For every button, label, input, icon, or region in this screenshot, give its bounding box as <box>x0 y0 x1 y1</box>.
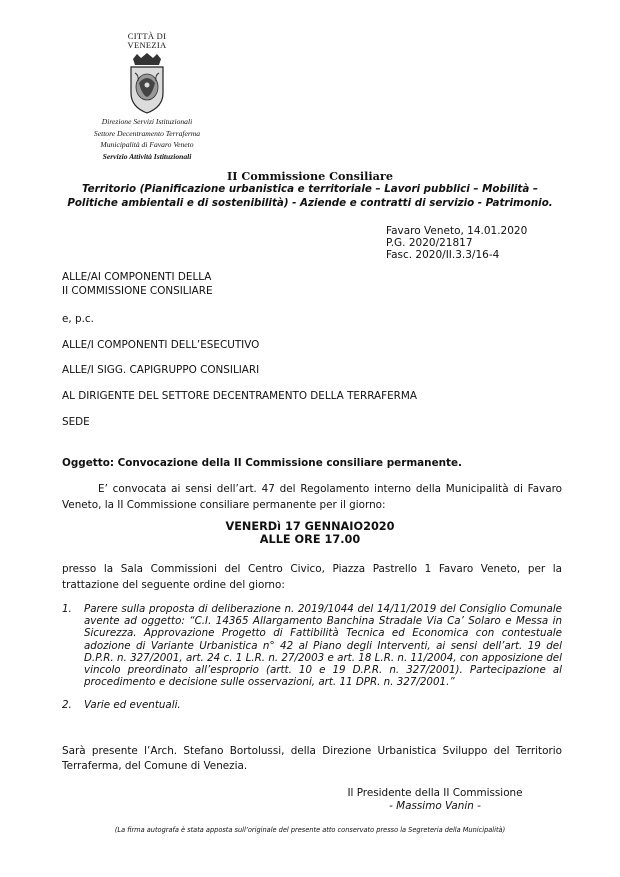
cc-label: e, p.c. <box>62 313 94 325</box>
recipient-line: ALLE/AI COMPONENTI DELLA <box>62 271 212 283</box>
presence-paragraph: Sarà presente l’Arch. Stefano Bortolussi, della Direzione Urbanistica Sviluppo del Territorio Terraferma, del Comune di Venezia. <box>62 745 562 772</box>
recipient-line: II COMMISSIONE CONSILIARE <box>62 285 213 297</box>
signature-block <box>340 787 530 813</box>
venice-lion-crest-icon <box>125 53 169 115</box>
subject-line: Oggetto: Convocazione della II Commissione consiliare permanente. <box>62 457 462 469</box>
city-name-line1: CITTÀ DI <box>127 31 167 41</box>
service-name: Servizio Attività Istituzionali <box>102 151 192 161</box>
intro-paragraph: E’ convocata ai sensi dell’art. 47 del Regolamento interno della Municipalità di Favaro Veneto, la II Commissione consiliare permanente per il giorno: <box>62 483 562 511</box>
agenda-text: Varie ed eventuali. <box>84 699 181 712</box>
dept-line: Settore Decentramento Terraferma <box>93 128 201 138</box>
location-paragraph: presso la Sala Commissioni del Centro Civico, Piazza Pastrello 1 Favaro Veneto, per la trattazione del seguente ordine del giorno: <box>62 563 562 591</box>
agenda-list <box>62 603 562 712</box>
recipient-line: AL DIRIGENTE DEL SETTORE DECENTRAMENTO DELLA TERRAFERMA <box>62 390 417 402</box>
subtitle-line: Politiche ambientali e di sostenibilità) - Aziende e contratti di servizio - Patrimonio. <box>67 196 553 209</box>
agenda-text: Parere sulla proposta di deliberazione n. 2019/1044 del 14/11/2019 del Consiglio Comunale avente ad oggetto: “C.I. 14365 Allargamento Banchina Stradale Via Ca’ Solaro e Messa in Sicurezza. Approvazione Progetto di Fattibilità Tecnica ed Economica con contestuale adozione di Variante Urbanistica n° 42 al Piano degli Interventi, ai sensi dell’art. 19 del D.P.R. n. 327/2001, art. 24 c. 1 L.R. n. 27/2003 e art. 18 L.R. n. 11/2004, con apposizione del vincolo preordinato all’esproprio (artt. 10 e 19 D.P.R. n. 327/2001). Partecipazione al procedimento e decisione sulle osservazioni, art. 11 DPR. n. 327/2001.” <box>84 603 562 689</box>
letterhead <box>62 32 232 161</box>
place-date: Favaro Veneto, 14.01.2020 <box>386 225 528 237</box>
dept-line: Direzione Servizi Istituzionali <box>101 117 193 126</box>
recipient-line: SEDE <box>62 416 90 428</box>
document-subtitle <box>40 183 580 210</box>
protocol-block <box>386 225 527 262</box>
protocol-number: P.G. 2020/21817 <box>386 237 473 250</box>
recipient-line: ALLE/I SIGG. CAPIGRUPPO CONSILIARI <box>62 364 260 376</box>
agenda-number: 1. <box>62 603 72 615</box>
footer-note: (La firma autografa è stata apposta sull’originale del presente atto conservato presso la Segreteria della Municipalità) <box>114 826 506 834</box>
document-title: II Commissione Consiliare <box>227 169 393 183</box>
recipient-line: ALLE/I COMPONENTI DELL’ESECUTIVO <box>62 339 260 351</box>
meeting-time: ALLE ORE 17.00 <box>259 533 361 546</box>
subtitle-line: Territorio (Pianificazione urbanistica e territoriale – Lavori pubblici – Mobilità – <box>81 183 539 195</box>
signer-role: Il Presidente della II Commissione <box>347 787 523 799</box>
signer-name: - Massimo Vanin - <box>389 800 481 812</box>
file-reference: Fasc. 2020/II.3.3/16-4 <box>386 249 500 262</box>
agenda-number: 2. <box>62 699 72 712</box>
agenda-item <box>62 603 562 688</box>
dept-line: Municipalità di Favaro Veneto <box>100 140 194 150</box>
meeting-date: VENERDì 17 GENNAIO2020 <box>225 520 395 533</box>
agenda-item <box>62 699 562 711</box>
city-name-line2: VENEZIA <box>127 40 167 50</box>
